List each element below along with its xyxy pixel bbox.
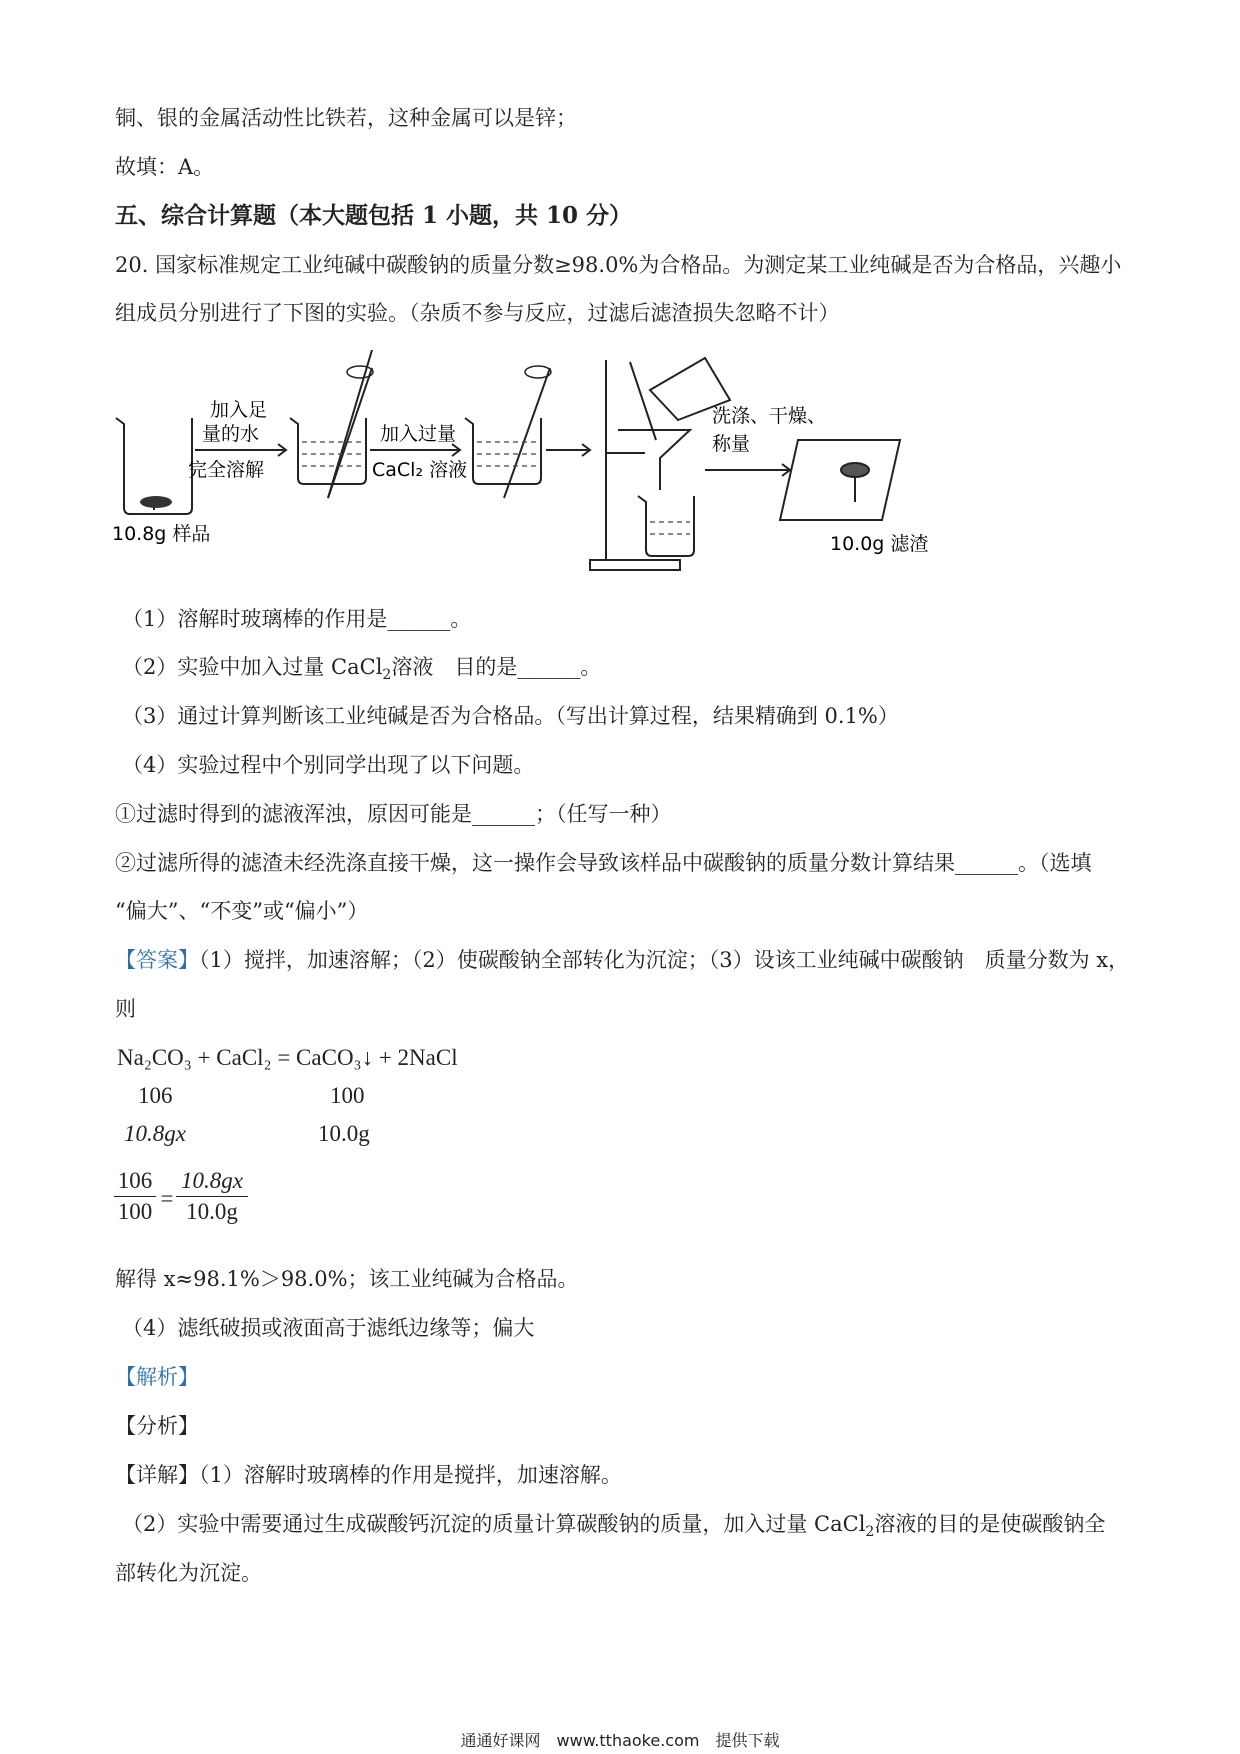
molar-mass-2: 100: [330, 1083, 365, 1108]
detail-2-sub: 2: [865, 1524, 875, 1540]
detail-tag: 【详解】: [115, 1463, 199, 1487]
molar-mass-1: 106: [138, 1083, 173, 1108]
detail-2-pre: （2）实验中需要通过生成碳酸钙沉淀的质量计算碳酸钠的质量，加入过量 CaCl: [122, 1512, 866, 1536]
chemical-equation: Na₂CO₃ + CaCl₂ = CaCO₃↓ + 2NaCl: [117, 1045, 458, 1070]
question-20-line-2: 组成员分别进行了下图的实验。（杂质不参与反应，过滤后滤渣损失忽略不计）: [115, 301, 840, 325]
text-line-1: 铜、银的金属活动性比铁若，这种金属可以是锌；: [115, 106, 577, 130]
value-1: 10.8gx: [124, 1121, 186, 1146]
fraction-left: [114, 1168, 156, 1225]
answer-text: （1）搅拌，加速溶解；（2）使碳酸钠全部转化为沉淀；（3）设该工业纯碱中碳酸钠 质量分数为 x，: [199, 948, 1130, 972]
answer-tag: 【答案】: [115, 948, 199, 972]
step3-label-b: 称量: [712, 433, 751, 455]
answer-part-4: （4）滤纸破损或液面高于滤纸边缘等；偏大: [122, 1316, 535, 1340]
fraction-left-den: 100: [117, 1199, 153, 1224]
step1-label-a: 加入足: [210, 399, 268, 421]
page-footer: 通通好课网 www.tthaoke.com 提供下载: [460, 1731, 780, 1750]
fenxi-tag: 【分析】: [115, 1414, 199, 1438]
detail-text-1: （1）溶解时玻璃棒的作用是搅拌，加速溶解。: [199, 1463, 622, 1487]
part-3: （3）通过计算判断该工业纯碱是否为合格品。（写出计算过程，结果精确到 0.1%）: [122, 704, 899, 728]
detail-line-3: 部转化为沉淀。: [115, 1561, 262, 1585]
section-heading: 五、综合计算题（本大题包括 1 小题，共 10 分）: [115, 202, 633, 229]
experiment-diagram: [110, 350, 950, 575]
filter-paper: [780, 440, 900, 520]
fraction-left-num: 106: [117, 1168, 153, 1193]
part-2-sub: 2: [382, 667, 392, 683]
sample-blob: [140, 496, 172, 508]
answer-then: 则: [115, 997, 136, 1021]
sample-label: 10.8g 样品: [112, 523, 211, 545]
part-2-post: 溶液 目的是______。: [391, 655, 602, 679]
question-circle-1: ①过滤时得到的滤液浑浊，原因可能是______；（任写一种）: [115, 802, 672, 826]
beaker-2: [290, 418, 366, 484]
residue-label: 10.0g 滤渣: [830, 533, 929, 555]
result-line: 解得 x≈98.1%＞98.0%；该工业纯碱为合格品。: [115, 1267, 579, 1291]
step3-label-a: 洗涤、干燥、: [712, 405, 827, 427]
step1-label-b: 量的水: [202, 423, 260, 445]
text-line-2: 故填：A。: [115, 155, 215, 179]
residue-blob: [841, 463, 869, 477]
fraction-right-num: 10.8gx: [181, 1168, 243, 1193]
part-2: [122, 652, 601, 685]
fraction-right: [176, 1168, 248, 1225]
detail-line-1: [115, 1460, 622, 1490]
step1-label-c: 完全溶解: [188, 459, 265, 481]
value-2: 10.0g: [318, 1121, 370, 1146]
part-1: （1）溶解时玻璃棒的作用是______。: [122, 607, 472, 631]
step2-label-b: CaCl₂ 溶液: [372, 459, 468, 481]
glass-rod-4: [630, 362, 656, 440]
question-20-line-1: 20. 国家标准规定工业纯碱中碳酸钠的质量分数≥98.0%为合格品。为测定某工业纯碱是否为合格品，兴趣小: [115, 253, 1122, 277]
analysis-tag: 【解析】: [115, 1365, 199, 1389]
detail-2-post: 溶液的目的是使碳酸钠全: [874, 1512, 1106, 1536]
question-circle-2: ②过滤所得的滤渣未经洗涤直接干燥，这一操作会导致该样品中碳酸钠的质量分数计算结果______。（选填: [115, 851, 1092, 875]
step2-label-a: 加入过量: [380, 423, 457, 445]
funnel: [618, 430, 690, 490]
fraction-eq: =: [160, 1186, 174, 1211]
beaker-4: [638, 496, 694, 556]
question-circle-2b: “偏大”、“不变”或“偏小”）: [115, 899, 369, 923]
fraction-right-den: 10.0g: [186, 1199, 238, 1224]
glass-rod-3: [504, 368, 550, 498]
part-2-pre: （2）实验中加入过量 CaCl: [122, 655, 383, 679]
part-4: （4）实验过程中个别同学出现了以下问题。: [122, 753, 535, 777]
stand-base: [590, 560, 680, 570]
detail-line-2: [122, 1509, 1105, 1542]
answer-line: [115, 945, 1129, 975]
